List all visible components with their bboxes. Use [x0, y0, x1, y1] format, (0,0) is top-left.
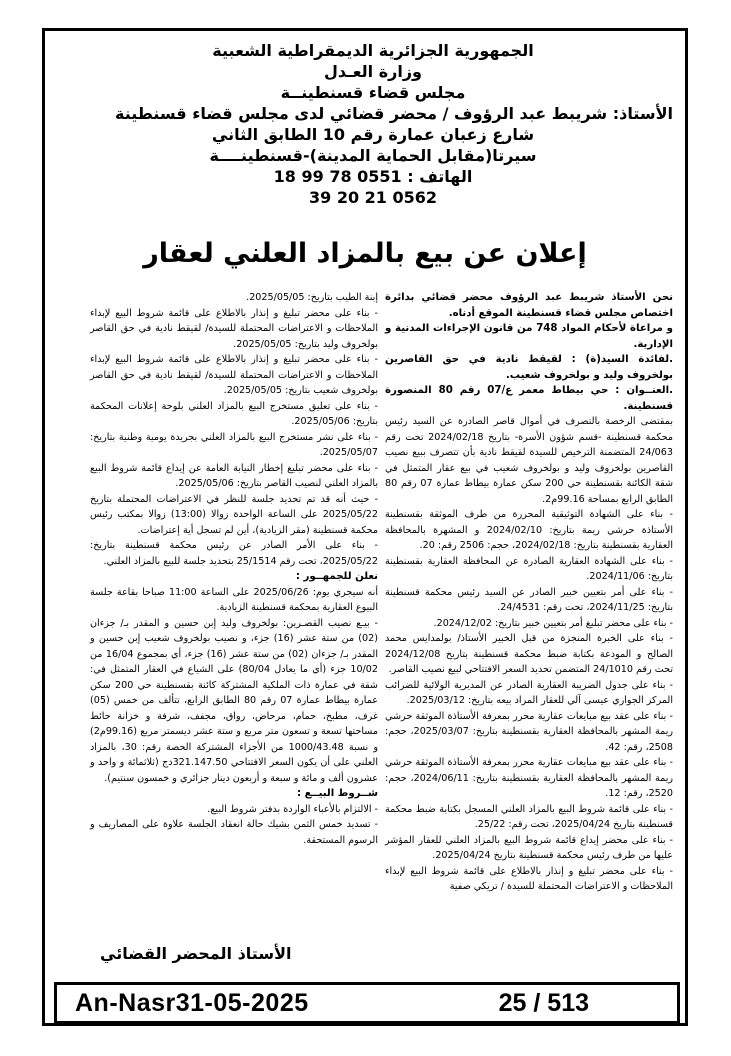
- paragraph: - بناء على عقد بيع مبايعات عقارية محرر بمعرفة الأستاذة الموثقة حرشي ريمة المشهر بالمحافظة العقارية بقسنطينة بتاريخ: 2024/06/11، حجم: 2520، رقم: 12.: [385, 757, 673, 799]
- newspaper-date: An-Nasr31-05-2025: [75, 988, 309, 1017]
- paragraph: - بناء على محضر تبليغ إخطار النيابة العامة عن إيداع قائمة شروط البيع بالمزاد العلني لنصيب القاصر بتاريخ: 2025/05/06.: [90, 462, 378, 489]
- paragraph: - بناء على الشهادة العقارية الصادرة عن المحافظة العقارية بقسنطينة بتاريخ: 2024/11/06.: [385, 555, 673, 582]
- paragraph: - بناء على أمر بتعيين خبير الصادر عن السيد رئيس محكمة قسنطينة بتاريخ: 2024/11/25، تحت رقم: 24/4531.: [385, 586, 673, 613]
- paragraph: - بناء على عقد بيع مبايعات عقارية محرر بمعرفة الأستاذة الموثقة حرشي ريمة المشهر بالمحافظة العقارية بقسنطينة بتاريخ: 2025/03/07، حجم: 2508، رقم: 42.: [385, 710, 673, 753]
- paragraph: - بناء على محضر تبليغ و إنذار بالاطلاع على قائمة شروط البيع لإبداء الملاحظات و الاعتراضات المحتملة للسيدة/ لقيقط نادية في حق القاصر بولخروف شعيب بتاريخ: 2025/05/05.: [90, 354, 378, 396]
- signature-line: الأستاذ المحضر القضائي: [100, 944, 292, 963]
- paragraph: - بناء على الخبرة المنجزة من قبل الخبير الأستاذ/ بولمدايس محمد الصالح و المودعة بكتابة ضبط محكمة قسنطينة بتاريخ 2024/12/08 تحت رقم 24/1010 المتضمن تحديد السعر الافتتاحي لبيع نصيب القاصر.: [385, 633, 673, 675]
- letterhead: [73, 40, 673, 208]
- paragraph: - بناء على الشهادة التوثيقية المحررة من طرف الموثقة بقسنطينة الأستاذة حرشي ريمة بتاريخ: 2024/02/10 و المشهرة بالمحافظة العقارية بقسنطينة بتاريخ: 2024/02/18، حجم: 2506 رقم: 20.: [385, 509, 673, 551]
- address-line-2: سيرتا(مقابل الحماية المدينة)-قسنطينــــة: [209, 146, 537, 165]
- notice-title: إعلان عن بيع بالمزاد العلني لعقار: [143, 238, 587, 269]
- address-line-1: شارع زعبان عمارة رقم 10 الطابق الثاني: [211, 125, 535, 144]
- paragraph: شــروط البيــع :: [297, 788, 378, 799]
- paragraph: - بناء على الأمر الصادر عن رئيس محكمة قسنطينة بتاريخ: 2025/05/22، تحت رقم 25/1514 بتحديد جلسة للبيع بالمزاد العلني.: [90, 540, 378, 567]
- paragraph: - بناء على محضر إيداع قائمة شروط البيع بالمزاد العلني للعقار المؤشر عليها من طرف رئيس محكمة قسنطينة بتاريخ 2025/04/24.: [385, 834, 673, 861]
- bailiff-name: الأستاذ: شريبط عبد الرؤوف / محضر قضائي لدى مجلس قضاء قسنطينة: [115, 104, 673, 123]
- paragraph: .العنــوان : حي بيطاط معمر ع/07 رقم 80 المنصورة قسنطينة.: [385, 385, 673, 412]
- phone-2: 0562 21 20 39: [308, 188, 438, 207]
- right-column: [385, 290, 673, 895]
- phone-1: الهاتف : 0551 78 99 18: [273, 167, 473, 186]
- paragraph: أنه سيجري يوم: 2025/06/26 على الساعة 11:00 صباحا بقاعة جلسة البيوع العقارية بمحكمة قسنطينة الزيادية.: [90, 586, 379, 613]
- court-name: مجلس قضاء قسنطينــة: [280, 83, 466, 102]
- paragraph: - بيـع نصيب القصـرين: بولخروف وليد إبن حسين و المقدر بـ/ جزءان (02) من ستة عشر (16) جزء، و نصيب بولخروف شعيب إبن حسين و المقدر بـ/ جزءان (02) من ستة عشر (16) جزء، أي بمجموع 16/04 من 10/02 جزء (أي ما يعادل 80/04) على الشياع في العقار المتمثل في: شقة في عمارة ذات الملكية المشتركة كائنة بقسنطينة حي 200 سكن عمارة بيطاط عمارة 07 رقم 80 الطابق الرابع، تتألف من خمس (05) غرف، مطبخ، حمام، مرحاض، رواق، مجفف، شرفة و خزانة حائط مساحتها تسعة و تسعون متر مربع و ستة عشر ديسمتر مربع (99.16م2) و نسبة 1000/43.48 من الأجزاء المشتركة الحصة رقم: 30، بالمزاد العلني على أن يكون السعر الافتتاحي 321.147.50دج (ثلاثمائة و واحد و عشرون ألف و مائة و سبعة و أربعون دينار جزائري و خمسون سنتيم).: [90, 617, 379, 784]
- paragraph: إبنة الطيب بتاريخ: 2025/05/05.: [246, 292, 378, 303]
- paragraph: - تسديد خمس الثمن بشيك حالة انعقاد الجلسة علاوة على المصاريف و الرسوم المستحقة.: [90, 819, 378, 846]
- paragraph: - بناء على قائمة شروط البيع بالمزاد العلني المسجل بكتابة ضبط محكمة قسنطينة بتاريخ 2025/04/24، تحت رقم: 25/22.: [385, 803, 673, 830]
- paragraph: و مراعاة لأحكام المواد 748 من قانون الإجراءات المدنية و الإدارية.: [385, 323, 673, 350]
- paragraph: - بناء على محضر تبليغ أمر بتعيين خبير بتاريخ: 2024/12/02.: [433, 617, 673, 629]
- paragraph: بمقتضى الرخصة بالتصرف في أموال قاصر الصادرة عن السيد رئيس محكمة قسنطينة -قسم شؤون الأسرة- بتاريخ 2024/02/18 تحت رقم 24/063 المتضمنة الترخيص للسيدة لقيقط نادية بأن تتصرف ببيع نصيب القاصرين بولخروف وليد و بولخروف شعيب في بيع عقار المتمثل في شقة الكائنة بقسنطينة حي 200 سكن عمارة بيطاط عمارة 07 رقم 80 الطابق الرابع بمساحة 99.16م2.: [385, 416, 673, 505]
- paragraph: - بناء على تعليق مستخرج البيع بالمزاد العلني بلوحة إعلانات المحكمة بتاريخ: 2025/05/06.: [90, 400, 378, 427]
- paragraph: - بناء على جدول الضريبة العقارية الصادر عن المديرية الولائية للضرائب المركز الجواري عيسى آلي للعقار المراد بيعه بتاريخ: 2025/03/12.: [385, 679, 673, 706]
- paragraph: - الالتزام بالأعباء الواردة بدفتر شروط البيع.: [207, 803, 378, 815]
- republic-name: الجمهورية الجزائرية الديمقراطية الشعبية: [212, 41, 534, 60]
- paragraph: - بناء على محضر تبليغ و إنذار بالاطلاع على قائمة شروط البيع لإبداء الملاحظات و الاعتراضات المحتملة للسيدة / تريكي صفية: [385, 865, 673, 892]
- ministry-name: وزارة العـدل: [324, 62, 422, 81]
- footer-bar: [54, 982, 680, 1024]
- paragraph: - بناء على محضر تبليغ و إنذار بالاطلاع على قائمة شروط البيع لإبداء الملاحظات و الاعتراضات المحتملة للسيدة/ لقيقط نادية في حق القاصر بولخروف وليد بتاريخ: 2025/05/05.: [90, 307, 378, 350]
- left-column: [90, 290, 378, 848]
- paragraph: .لفائدة السيد(ة) : لقيقط نادية في حق القاصرين بولخروف وليد و بولخروف شعيب.: [385, 354, 673, 381]
- paragraph: نحن الأستاذ شريبط عبد الرؤوف محضر قضائي بدائرة اختصاص مجلس قضاء قسنطينة الموقع أدناه.: [385, 292, 673, 319]
- paragraph: - حيث أنه قد تم تحديد جلسة للنظر في الاعتراضات المحتملة بتاريخ 2025/05/22 على الساعة الواحدة زوالا (13:00) زوالا بمكتب رئيس محكمة قسنطينة (مقر الزيادية)، أين لم تسجل أية إعتراضات.: [90, 493, 378, 536]
- paragraph: - بناء على نشر مستخرج البيع بالمزاد العلني بجريدة يومية وطنية بتاريخ: 2025/05/07.: [90, 431, 378, 458]
- paragraph: نعلن للجمهــور :: [295, 571, 378, 582]
- page-reference: 25 / 513: [498, 988, 589, 1017]
